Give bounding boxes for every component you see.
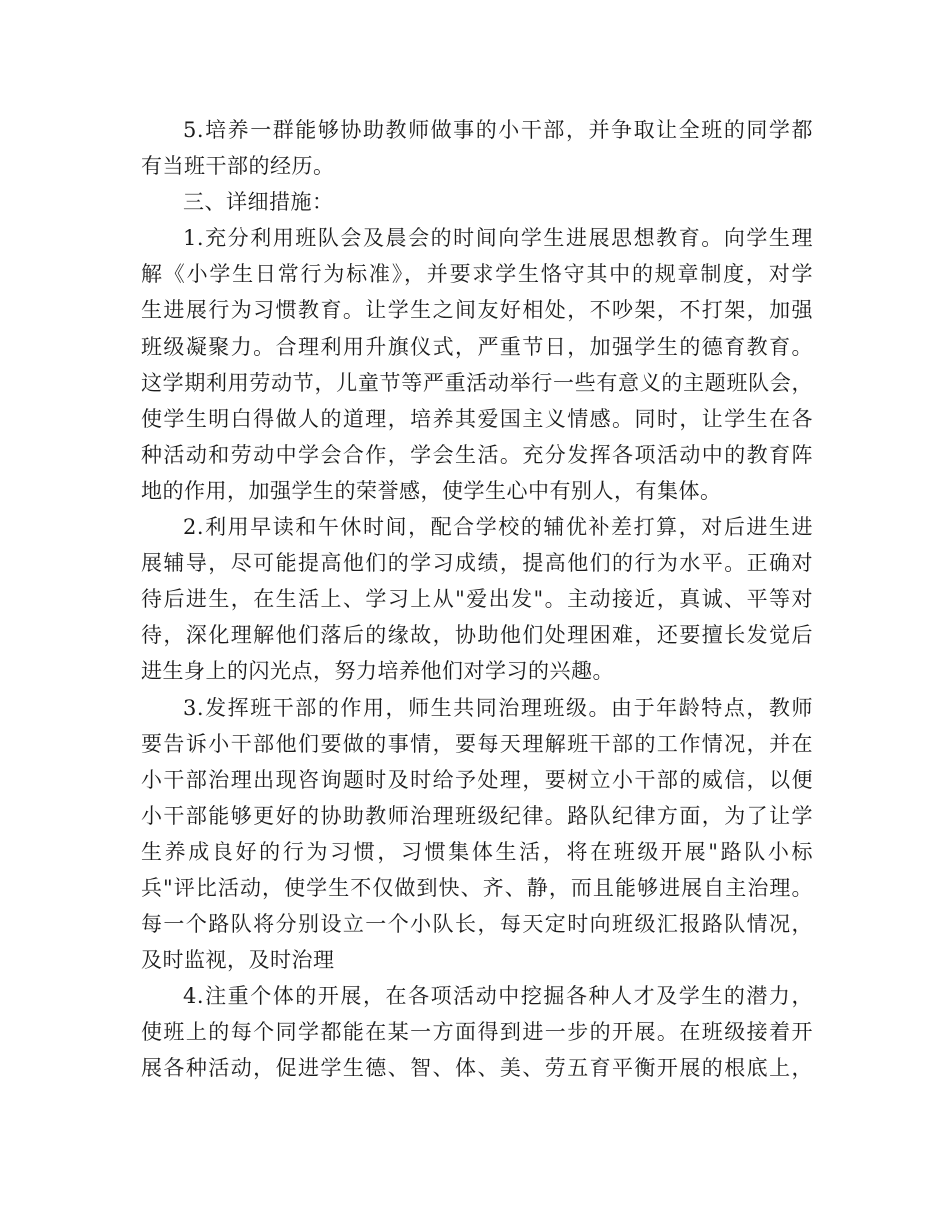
text-line: 地的作用，加强学生的荣誉感，使学生心中有别人，有集体。 <box>141 478 722 503</box>
text-line: 兵"评比活动，使学生不仅做到快、齐、静，而且能够进展自主治理。 <box>141 875 813 900</box>
text-line: 要告诉小干部他们要做的事情，要每天理解班干部的工作情况，并在 <box>141 731 813 756</box>
text-line: 待后进生，在生活上、学习上从"爱出发"。主动接近，真诚、平等对 <box>141 587 813 612</box>
text-line: 生养成良好的行为习惯，习惯集体生活，将在班级开展"路队小标 <box>141 839 813 864</box>
text-line: 有当班干部的经历。 <box>141 154 335 179</box>
paragraph <box>141 112 813 184</box>
text-line: 5.培养一群能够协助教师做事的小干部，并争取让全班的同学都 <box>183 118 813 142</box>
text-line: 班级凝聚力。合理利用升旗仪式，严重节日，加强学生的德育教育。 <box>141 334 813 359</box>
text-line: 2.利用早读和午休时间，配合学校的辅优补差打算，对后进生进 <box>183 515 813 540</box>
paragraph <box>141 690 813 979</box>
text-line: 解《小学生日常行为标准》，并要求学生恪守其中的规章制度，对学 <box>141 262 813 287</box>
text-line: 三、详细措施： <box>183 190 334 215</box>
text-line: 这学期利用劳动节，儿童节等严重活动举行一些有意义的主题班队会， <box>141 370 813 395</box>
paragraph <box>141 978 813 1086</box>
text-line: 待，深化理解他们落后的缘故，协助他们处理困难，还要擅长发觉后 <box>141 623 813 648</box>
paragraph <box>141 509 813 689</box>
paragraph <box>141 220 813 509</box>
text-line: 小干部治理出现咨询题时及时给予处理，要树立小干部的威信，以便 <box>141 767 813 792</box>
text-line: 小干部能够更好的协助教师治理班级纪律。路队纪律方面，为了让学 <box>141 803 813 828</box>
paragraph <box>141 184 813 220</box>
text-line: 使班上的每个同学都能在某一方面得到进一步的开展。在班级接着开 <box>141 1020 813 1045</box>
text-line: 每一个路队将分别设立一个小队长，每天定时向班级汇报路队情况， <box>141 912 813 937</box>
text-line: 展各种活动，促进学生德、智、体、美、劳五育平衡开展的根底上， <box>141 1056 813 1081</box>
text-line: 1.充分利用班队会及晨会的时间向学生进展思想教育。向学生理 <box>183 226 813 251</box>
text-line: 4.注重个体的开展，在各项活动中挖掘各种人才及学生的潜力， <box>183 984 813 1009</box>
text-line: 种活动和劳动中学会合作，学会生活。充分发挥各项活动中的教育阵 <box>141 442 813 467</box>
text-line: 及时监视，及时治理 <box>141 948 335 973</box>
text-line: 使学生明白得做人的道理，培养其爱国主义情感。同时，让学生在各 <box>141 406 813 431</box>
text-line: 展辅导，尽可能提高他们的学习成绩，提高他们的行为水平。正确对 <box>141 551 813 576</box>
document-body <box>141 112 813 1087</box>
text-line: 3.发挥班干部的作用，师生共同治理班级。由于年龄特点，教师 <box>183 695 813 720</box>
text-line: 生进展行为习惯教育。让学生之间友好相处，不吵架，不打架，加强 <box>141 298 813 323</box>
text-line: 进生身上的闪光点，努力培养他们对学习的兴趣。 <box>141 659 614 684</box>
